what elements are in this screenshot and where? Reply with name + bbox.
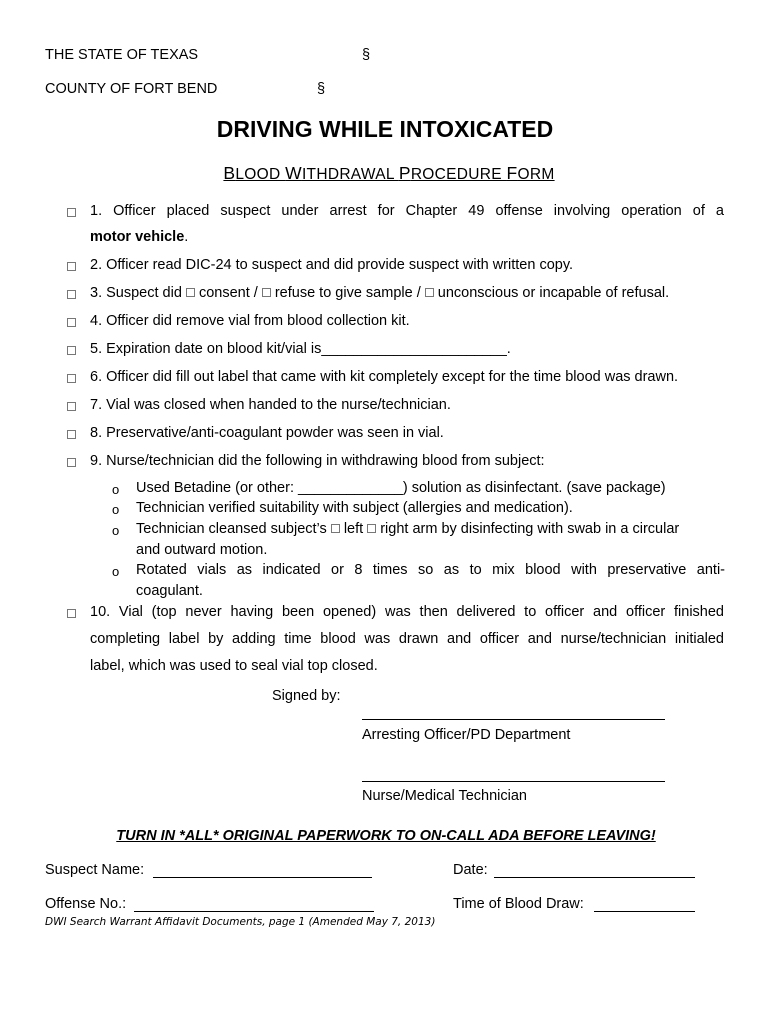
item6-checkbox[interactable] bbox=[67, 374, 76, 383]
turn-in-notice: TURN IN *ALL* ORIGINAL PAPERWORK TO ON-CALL ADA BEFORE LEAVING! bbox=[116, 828, 656, 844]
county-heading: COUNTY OF FORT BEND bbox=[45, 81, 218, 97]
unconscious-checkbox[interactable] bbox=[425, 288, 434, 297]
item1-text: 1. Officer placed suspect under arrest for Chapter 49 offense involving operation of a bbox=[90, 203, 724, 219]
item3-text: 3. Suspect did consent / refuse to give sample / unconscious or incapable of refusal. bbox=[90, 285, 670, 301]
bullet-icon: o bbox=[112, 502, 120, 517]
item7-text: 7. Vial was closed when handed to the nurse/technician. bbox=[90, 397, 451, 413]
time-of-draw-label: Time of Blood Draw: bbox=[453, 896, 584, 912]
bullet-icon: o bbox=[112, 523, 120, 538]
date-field[interactable] bbox=[494, 877, 695, 878]
item8-text: 8. Preservative/anti-coagulant powder was seen in vial. bbox=[90, 425, 444, 441]
item1-text-cont: motor vehicle. bbox=[90, 229, 189, 245]
subitem1-text: Used Betadine (or other: _____________) solution as disinfectant. (save package) bbox=[136, 480, 666, 496]
signed-by-label: Signed by: bbox=[272, 688, 341, 704]
form-subtitle: BLOOD WITHDRAWAL PROCEDURE FORM bbox=[223, 163, 555, 183]
officer-signature-label: Arresting Officer/PD Department bbox=[362, 727, 571, 743]
consent-checkbox[interactable] bbox=[186, 288, 195, 297]
nurse-signature-label: Nurse/Medical Technician bbox=[362, 788, 527, 804]
item9-checkbox[interactable] bbox=[67, 458, 76, 467]
subitem2-text: Technician verified suitability with subject (allergies and medication). bbox=[136, 500, 573, 516]
page-footer: DWI Search Warrant Affidavit Documents, page 1 (Amended May 7, 2013) bbox=[45, 916, 436, 928]
offense-no-field[interactable] bbox=[134, 911, 374, 912]
section-mark: § bbox=[362, 47, 371, 63]
subitem3-text-cont: and outward motion. bbox=[136, 542, 268, 558]
section-mark: § bbox=[317, 81, 326, 97]
item5-checkbox[interactable] bbox=[67, 346, 76, 355]
date-label: Date: bbox=[453, 862, 488, 878]
suspect-name-label: Suspect Name: bbox=[45, 862, 145, 878]
item10-text-cont: completing label by adding time blood was drawn and officer and nurse/technician initialed bbox=[90, 631, 724, 647]
item9-text: 9. Nurse/technician did the following in withdrawing blood from subject: bbox=[90, 453, 545, 469]
item6-text: 6. Officer did fill out label that came with kit completely except for the time blood was drawn. bbox=[90, 369, 679, 385]
item3-checkbox[interactable] bbox=[67, 290, 76, 299]
form-title: DRIVING WHILE INTOXICATED bbox=[216, 116, 554, 142]
item5-text: 5. Expiration date on blood kit/vial is_______________________. bbox=[90, 341, 511, 357]
item4-text: 4. Officer did remove vial from blood collection kit. bbox=[90, 313, 410, 329]
officer-signature-line[interactable] bbox=[362, 719, 665, 720]
item10-checkbox[interactable] bbox=[67, 609, 76, 618]
item2-text: 2. Officer read DIC-24 to suspect and did provide suspect with written copy. bbox=[90, 257, 574, 273]
left-arm-checkbox[interactable] bbox=[331, 524, 340, 533]
time-of-draw-field[interactable] bbox=[594, 911, 695, 912]
refuse-checkbox[interactable] bbox=[262, 288, 271, 297]
subitem3-text: Technician cleansed subject’s left right arm by disinfecting with swab in a circular bbox=[136, 521, 680, 537]
item7-checkbox[interactable] bbox=[67, 402, 76, 411]
item10-text: 10. Vial (top never having been opened) was then delivered to officer and officer finished bbox=[90, 604, 724, 620]
bullet-icon: o bbox=[112, 564, 120, 579]
item4-checkbox[interactable] bbox=[67, 318, 76, 327]
subitem4-text-cont: coagulant. bbox=[136, 583, 203, 599]
offense-no-label: Offense No.: bbox=[45, 896, 127, 912]
right-arm-checkbox[interactable] bbox=[367, 524, 376, 533]
state-heading: THE STATE OF TEXAS bbox=[45, 47, 199, 63]
suspect-name-field[interactable] bbox=[153, 877, 372, 878]
subitem4-text: Rotated vials as indicated or 8 times so as to mix blood with preservative anti- bbox=[136, 562, 725, 578]
item2-checkbox[interactable] bbox=[67, 262, 76, 271]
nurse-signature-line[interactable] bbox=[362, 781, 665, 782]
item1-checkbox[interactable] bbox=[67, 208, 76, 217]
item10-text-cont: label, which was used to seal vial top closed. bbox=[90, 658, 378, 674]
bullet-icon: o bbox=[112, 482, 120, 497]
item8-checkbox[interactable] bbox=[67, 430, 76, 439]
